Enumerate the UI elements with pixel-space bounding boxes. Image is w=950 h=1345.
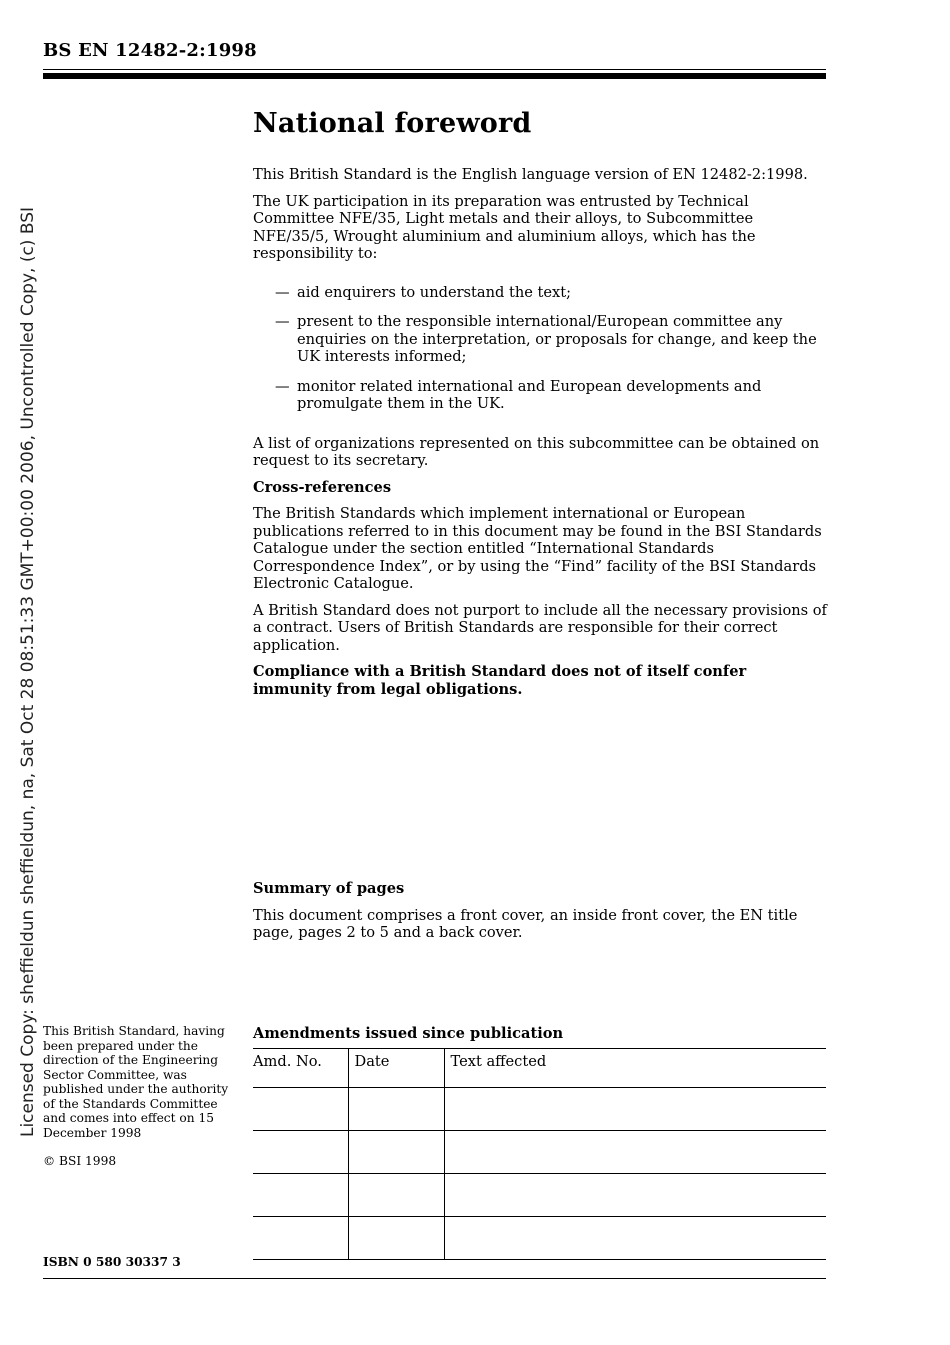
column-header-amd-no: Amd. No. <box>253 1049 348 1088</box>
page-title: National foreword <box>253 108 532 139</box>
footer-rule <box>43 1278 826 1279</box>
table-cell <box>348 1131 444 1174</box>
participation-paragraph: The UK participation in its preparation was entrusted by Technical Committee NFE/35, Light metals and their alloys, to Subcommittee NFE/35/5, Wrought aluminium and aluminium alloys, which has the responsibility to: <box>253 192 756 262</box>
national-foreword-section <box>253 106 828 707</box>
isbn-number: ISBN 0 580 30337 3 <box>43 1255 181 1269</box>
table-cell <box>348 1217 444 1260</box>
cross-references-heading: Cross-references <box>253 478 392 496</box>
list-dash: — <box>275 377 290 395</box>
amendments-title: Amendments issued since publication <box>253 1025 564 1042</box>
table-cell <box>253 1088 348 1131</box>
prepared-note: This British Standard, having been prepared under the direction of the Engineering Sector Committee, was published under the authority of the Standards Committee and comes into effect on 15 December 1998 <box>43 1024 229 1140</box>
table-cell <box>253 1131 348 1174</box>
table-row <box>253 1217 826 1260</box>
list-item <box>275 313 828 366</box>
table-row <box>253 1088 826 1131</box>
table-cell <box>444 1131 826 1174</box>
column-header-date: Date <box>348 1049 444 1088</box>
copyright-notice: © BSI 1998 <box>43 1154 117 1168</box>
table-cell <box>348 1174 444 1217</box>
summary-heading: Summary of pages <box>253 880 405 897</box>
list-dash: — <box>275 283 290 301</box>
intro-paragraph: This British Standard is the English language version of EN 12482-2:1998. <box>253 166 808 183</box>
column-header-text-affected: Text affected <box>444 1049 826 1088</box>
table-cell <box>444 1217 826 1260</box>
contract-paragraph: A British Standard does not purport to include all the necessary provisions of a contract. Users of British Standards are responsible for their correct application. <box>253 601 827 654</box>
list-item-text: present to the responsible international/European committee any enquiries on the interpretation, or proposals for change, and keep the UK interests informed; <box>297 313 817 365</box>
licence-watermark: Licensed Copy: sheffieldun sheffieldun, na, Sat Oct 28 08:51:33 GMT+00:00 2006, Uncontrolled Copy, (c) BSI <box>18 206 38 1138</box>
list-dash: — <box>275 313 290 330</box>
list-item-text: monitor related international and European developments and promulgate them in the UK. <box>297 377 762 412</box>
list-item <box>275 378 828 413</box>
list-item <box>275 284 828 302</box>
compliance-statement: Compliance with a British Standard does not of itself confer immunity from legal obligations. <box>253 663 747 698</box>
table-row <box>253 1174 826 1217</box>
amendments-table <box>253 1048 826 1260</box>
list-item-text: aid enquirers to understand the text; <box>297 283 572 301</box>
table-header-row <box>253 1049 826 1088</box>
header-thick-rule <box>43 73 826 79</box>
table-cell <box>348 1088 444 1131</box>
summary-section <box>253 880 828 951</box>
table-cell <box>253 1217 348 1260</box>
header-thin-rule <box>43 69 826 70</box>
document-id: BS EN 12482-2:1998 <box>43 40 257 61</box>
table-cell <box>444 1088 826 1131</box>
cross-references-paragraph: The British Standards which implement international or European publications referred to in this document may be found in the BSI Standards Catalogue under the section entitled “International Standards Correspondence Index”, or by using the “Find” facility of the BSI Standards Electronic Catalogue. <box>253 505 822 592</box>
organizations-paragraph: A list of organizations represented on this subcommittee can be obtained on request to its secretary. <box>253 434 820 469</box>
responsibility-list <box>253 284 828 413</box>
summary-paragraph: This document comprises a front cover, an inside front cover, the EN title page, pages 2 to 5 and a back cover. <box>253 906 798 941</box>
table-cell <box>444 1174 826 1217</box>
table-row <box>253 1131 826 1174</box>
table-cell <box>253 1174 348 1217</box>
